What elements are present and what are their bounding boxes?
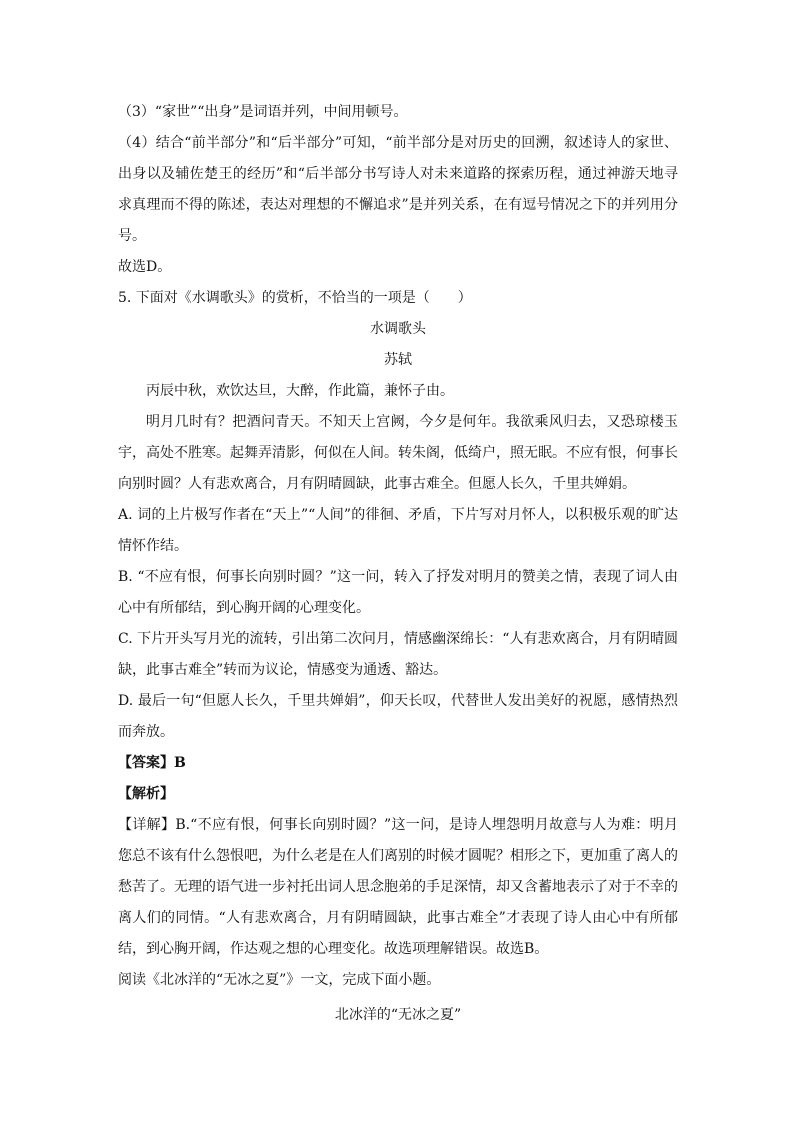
analysis-label: 【解析】 bbox=[118, 786, 174, 802]
poem-title: 水调歌头 bbox=[370, 321, 426, 337]
option-a: A. 词的上片极写作者在“天上”“人间”的徘徊、矛盾，下片写对月怀人，以积极乐观的旷达情怀作结。 bbox=[118, 507, 678, 554]
detail-explanation: 【详解】B.“不应有恨，何事长向别时圆？”这一问，是诗人埋怨明月故意与人为难：明月您总不该有什么怨恨吧，为什么老是在人们离别的时候才圆呢？相形之下，更加重了离人的愁苦了。无理的语气进一步衬托出词人思念胞弟的手足深情，却又含蓄地表示了对于不幸的离人们的同情。“人有悲欢离合，月有阴晴圆缺，此事古难全”才表现了诗人由心中有所郁结，到心胸开阔，作达观之想的心理变化。故选项理解错误。故选B。 bbox=[118, 817, 678, 957]
answer-label: 【答案】B bbox=[118, 755, 186, 771]
poem-preface: 丙辰中秋，欢饮达旦，大醉，作此篇，兼怀子由。 bbox=[146, 383, 454, 399]
paragraph-choose-d: 故选D。 bbox=[118, 259, 172, 275]
poem-author: 苏轼 bbox=[384, 352, 412, 368]
article-title: 北冰洋的“无冰之夏” bbox=[334, 1007, 462, 1023]
question-5-stem: 5. 下面对《水调歌头》的赏析，不恰当的一项是（ ） bbox=[118, 290, 472, 306]
option-c: C. 下片开头写月光的流转，引出第二次问月，情感幽深绵长：“人有悲欢离合，月有阴晴圆缺，此事古难全”转而为议论，情感变为通透、豁达。 bbox=[118, 631, 678, 678]
paragraph-point-4: （4）结合“前半部分”和“后半部分”可知，“前半部分是对历史的回溯，叙述诗人的家世、出身以及辅佐楚王的经历”和“后半部分书写诗人对未来道路的探索历程，通过神游天地寻求真理而不得的陈述，表达对理想的不懈追求”是并列关系，在有逗号情况之下的并列用分号。 bbox=[118, 135, 678, 244]
option-b: B. “不应有恨，何事长向别时圆？”这一问，转入了抒发对明月的赞美之情，表现了词人由心中有所郁结，到心胸开阔的心理变化。 bbox=[118, 569, 678, 616]
reading-intro: 阅读《北冰洋的“无冰之夏”》一文，完成下面小题。 bbox=[118, 972, 441, 988]
option-d: D. 最后一句“但愿人长久，千里共婵娟”，仰天长叹，代替世人发出美好的祝愿，感情热烈而奔放。 bbox=[118, 693, 678, 740]
paragraph-point-3: （3）“家世”“出身”是词语并列，中间用顿号。 bbox=[118, 104, 408, 120]
document-page bbox=[118, 97, 678, 1031]
poem-body: 明月几时有？把酒问青天。不知天上宫阙，今夕是何年。我欲乘风归去，又恐琼楼玉宇，高处不胜寒。起舞弄清影，何似在人间。转朱阁，低绮户，照无眠。不应有恨，何事长向别时圆？人有悲欢离合，月有阴晴圆缺，此事古难全。但愿人长久，千里共婵娟。 bbox=[118, 414, 678, 492]
